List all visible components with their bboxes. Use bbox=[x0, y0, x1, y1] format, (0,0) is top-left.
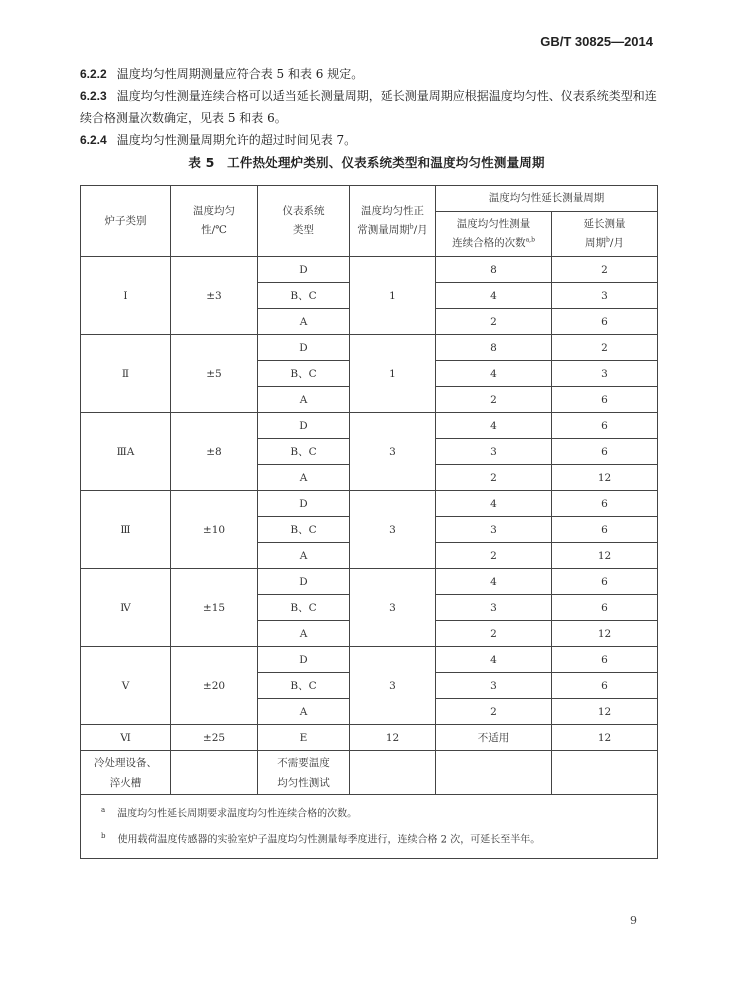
cell-extended: 12 bbox=[552, 543, 658, 569]
clause-text: 温度均匀性测量连续合格可以适当延长测量周期，延长测量周期应根据温度均匀性、仪表系统类型和连续合格测量次数确定，见表 5 和表 6。 bbox=[80, 89, 657, 125]
cell-instrument: E bbox=[258, 725, 350, 751]
cell-instrument: A bbox=[258, 699, 350, 725]
cell-passes: 4 bbox=[436, 413, 552, 439]
cell-instrument: B、C bbox=[258, 361, 350, 387]
cell-normal-period: 1 bbox=[350, 257, 436, 335]
header-consecutive-passes bbox=[436, 212, 552, 257]
cell-furnace-class: Ⅵ bbox=[81, 725, 171, 751]
table-row bbox=[81, 491, 658, 517]
cell-passes: 2 bbox=[436, 387, 552, 413]
clause-6-2-4 bbox=[80, 129, 658, 151]
cell-passes: 4 bbox=[436, 491, 552, 517]
cell-uniformity: ±5 bbox=[171, 335, 258, 413]
cell-extended: 6 bbox=[552, 491, 658, 517]
cell-normal-period: 1 bbox=[350, 335, 436, 413]
cell-instrument: A bbox=[258, 387, 350, 413]
cell-passes: 2 bbox=[436, 699, 552, 725]
header-text: 炉子类别 bbox=[104, 214, 147, 227]
clause-number: 6.2.2 bbox=[80, 67, 107, 81]
cell-instrument: A bbox=[258, 543, 350, 569]
clause-text: 温度均匀性周期测量应符合表 5 和表 6 规定。 bbox=[116, 67, 364, 81]
header-text: 延长测量 bbox=[583, 218, 626, 230]
footnotes-cell bbox=[81, 795, 658, 859]
cell-uniformity: ±25 bbox=[171, 725, 258, 751]
header-extended-group bbox=[436, 186, 658, 212]
cell-extended: 6 bbox=[552, 387, 658, 413]
cell-passes: 3 bbox=[436, 439, 552, 465]
cell-extended: 6 bbox=[552, 569, 658, 595]
cell-normal-period: 12 bbox=[350, 725, 436, 751]
standard-code: GB/T 30825—2014 bbox=[540, 34, 653, 49]
cell-empty bbox=[171, 751, 258, 795]
cell-text: 均匀性测试 bbox=[277, 776, 330, 789]
clause-6-2-3 bbox=[80, 85, 658, 129]
cell-instrument bbox=[258, 751, 350, 795]
cell-passes: 4 bbox=[436, 569, 552, 595]
header-uniformity bbox=[171, 186, 258, 257]
cell-extended: 6 bbox=[552, 647, 658, 673]
cell-extended: 12 bbox=[552, 621, 658, 647]
cell-furnace-class: ⅢA bbox=[81, 413, 171, 491]
cell-extended: 12 bbox=[552, 465, 658, 491]
table-row-cold-treatment bbox=[81, 751, 658, 795]
cell-furnace-class: Ⅱ bbox=[81, 335, 171, 413]
cell-extended: 2 bbox=[552, 257, 658, 283]
footnote-mark: b bbox=[101, 832, 106, 841]
cell-furnace-class bbox=[81, 751, 171, 795]
footnote-a bbox=[101, 799, 657, 825]
cell-extended: 6 bbox=[552, 439, 658, 465]
header-text: 温度均匀性延长测量周期 bbox=[488, 192, 605, 204]
footnote-ref: b bbox=[409, 223, 414, 231]
cell-instrument: D bbox=[258, 413, 350, 439]
page-number: 9 bbox=[630, 914, 637, 927]
cell-instrument: D bbox=[258, 335, 350, 361]
footnote-text: 温度均匀性延长周期要求温度均匀性连续合格的次数。 bbox=[117, 808, 358, 820]
table-body bbox=[81, 186, 658, 725]
cell-instrument: D bbox=[258, 647, 350, 673]
table-row bbox=[81, 335, 658, 361]
cell-furnace-class: Ⅲ bbox=[81, 491, 171, 569]
table-tail bbox=[81, 725, 658, 859]
cell-furnace-class: Ⅳ bbox=[81, 569, 171, 647]
footnote-ref: b bbox=[606, 236, 610, 244]
header-text: 温度均匀性测量 bbox=[456, 218, 531, 230]
cell-passes: 3 bbox=[436, 673, 552, 699]
clause-6-2-2 bbox=[80, 63, 658, 85]
cell-extended: 6 bbox=[552, 413, 658, 439]
cell-instrument: D bbox=[258, 257, 350, 283]
footnote-mark: a bbox=[101, 806, 106, 814]
cell-text: 不需要温度 bbox=[277, 756, 330, 769]
cell-passes: 3 bbox=[436, 517, 552, 543]
header-text: 连续合格的次数 bbox=[452, 237, 526, 249]
cell-extended: 6 bbox=[552, 517, 658, 543]
cell-passes: 2 bbox=[436, 621, 552, 647]
cell-instrument: B、C bbox=[258, 283, 350, 309]
cell-passes: 4 bbox=[436, 647, 552, 673]
header-extended-period bbox=[552, 212, 658, 257]
table-row bbox=[81, 413, 658, 439]
cell-extended: 12 bbox=[552, 725, 658, 751]
header-text: 类型 bbox=[293, 224, 314, 236]
cell-passes: 8 bbox=[436, 257, 552, 283]
cell-normal-period: 3 bbox=[350, 413, 436, 491]
clause-list bbox=[80, 63, 658, 151]
cell-instrument: A bbox=[258, 621, 350, 647]
footnote-b bbox=[101, 825, 657, 851]
cell-empty bbox=[350, 751, 436, 795]
cell-passes: 2 bbox=[436, 309, 552, 335]
header-text: 周期 bbox=[585, 237, 607, 249]
header-text: 温度均匀 bbox=[193, 205, 235, 217]
measurement-period-table bbox=[80, 185, 658, 859]
cell-text: 淬火槽 bbox=[109, 776, 142, 789]
table-row-vi bbox=[81, 725, 658, 751]
cell-extended: 6 bbox=[552, 673, 658, 699]
cell-passes: 4 bbox=[436, 361, 552, 387]
cell-instrument: A bbox=[258, 309, 350, 335]
cell-uniformity: ±3 bbox=[171, 257, 258, 335]
cell-instrument: D bbox=[258, 569, 350, 595]
table-caption: 表 5 工件热处理炉类别、仪表系统类型和温度均匀性测量周期 bbox=[188, 155, 545, 170]
cell-extended: 2 bbox=[552, 335, 658, 361]
clause-number: 6.2.3 bbox=[80, 89, 107, 103]
header-text: 常测量周期 bbox=[357, 224, 410, 236]
cell-passes: 3 bbox=[436, 595, 552, 621]
cell-furnace-class: Ⅴ bbox=[81, 647, 171, 725]
cell-extended: 12 bbox=[552, 699, 658, 725]
cell-passes: 8 bbox=[436, 335, 552, 361]
header-text: 性/℃ bbox=[201, 224, 227, 236]
cell-instrument: B、C bbox=[258, 517, 350, 543]
table-row bbox=[81, 257, 658, 283]
cell-empty bbox=[552, 751, 658, 795]
cell-uniformity: ±20 bbox=[171, 647, 258, 725]
table-row bbox=[81, 569, 658, 595]
header-row-1 bbox=[81, 186, 658, 212]
footnote-ref: a,b bbox=[525, 236, 535, 244]
cell-passes: 2 bbox=[436, 543, 552, 569]
cell-instrument: A bbox=[258, 465, 350, 491]
cell-passes: 2 bbox=[436, 465, 552, 491]
footnote-text: 使用载荷温度传感器的实验室炉子温度均匀性测量每季度进行，连续合格 2 次，可延长至半年。 bbox=[117, 834, 541, 846]
cell-uniformity: ±10 bbox=[171, 491, 258, 569]
cell-normal-period: 3 bbox=[350, 491, 436, 569]
cell-extended: 3 bbox=[552, 361, 658, 387]
header-text: 温度均匀性正 bbox=[361, 205, 424, 217]
cell-extended: 6 bbox=[552, 309, 658, 335]
header-text: /月 bbox=[609, 237, 624, 249]
header-text: 仪表系统 bbox=[282, 205, 325, 217]
cell-text: 冷处理设备、 bbox=[94, 756, 157, 769]
cell-furnace-class: Ⅰ bbox=[81, 257, 171, 335]
clause-number: 6.2.4 bbox=[80, 133, 107, 147]
cell-empty bbox=[436, 751, 552, 795]
footnotes-row bbox=[81, 795, 658, 859]
header-instrument-type bbox=[258, 186, 350, 257]
cell-normal-period: 3 bbox=[350, 569, 436, 647]
cell-normal-period: 3 bbox=[350, 647, 436, 725]
cell-uniformity: ±15 bbox=[171, 569, 258, 647]
header-normal-period bbox=[350, 186, 436, 257]
clause-text: 温度均匀性测量周期允许的超过时间见表 7。 bbox=[116, 133, 357, 147]
cell-instrument: B、C bbox=[258, 673, 350, 699]
cell-passes: 4 bbox=[436, 283, 552, 309]
cell-passes: 不适用 bbox=[436, 725, 552, 751]
cell-instrument: B、C bbox=[258, 439, 350, 465]
table-row bbox=[81, 647, 658, 673]
cell-uniformity: ±8 bbox=[171, 413, 258, 491]
cell-instrument: D bbox=[258, 491, 350, 517]
cell-extended: 6 bbox=[552, 595, 658, 621]
header-text: /月 bbox=[413, 224, 428, 236]
header-furnace-class bbox=[81, 186, 171, 257]
cell-extended: 3 bbox=[552, 283, 658, 309]
cell-instrument: B、C bbox=[258, 595, 350, 621]
